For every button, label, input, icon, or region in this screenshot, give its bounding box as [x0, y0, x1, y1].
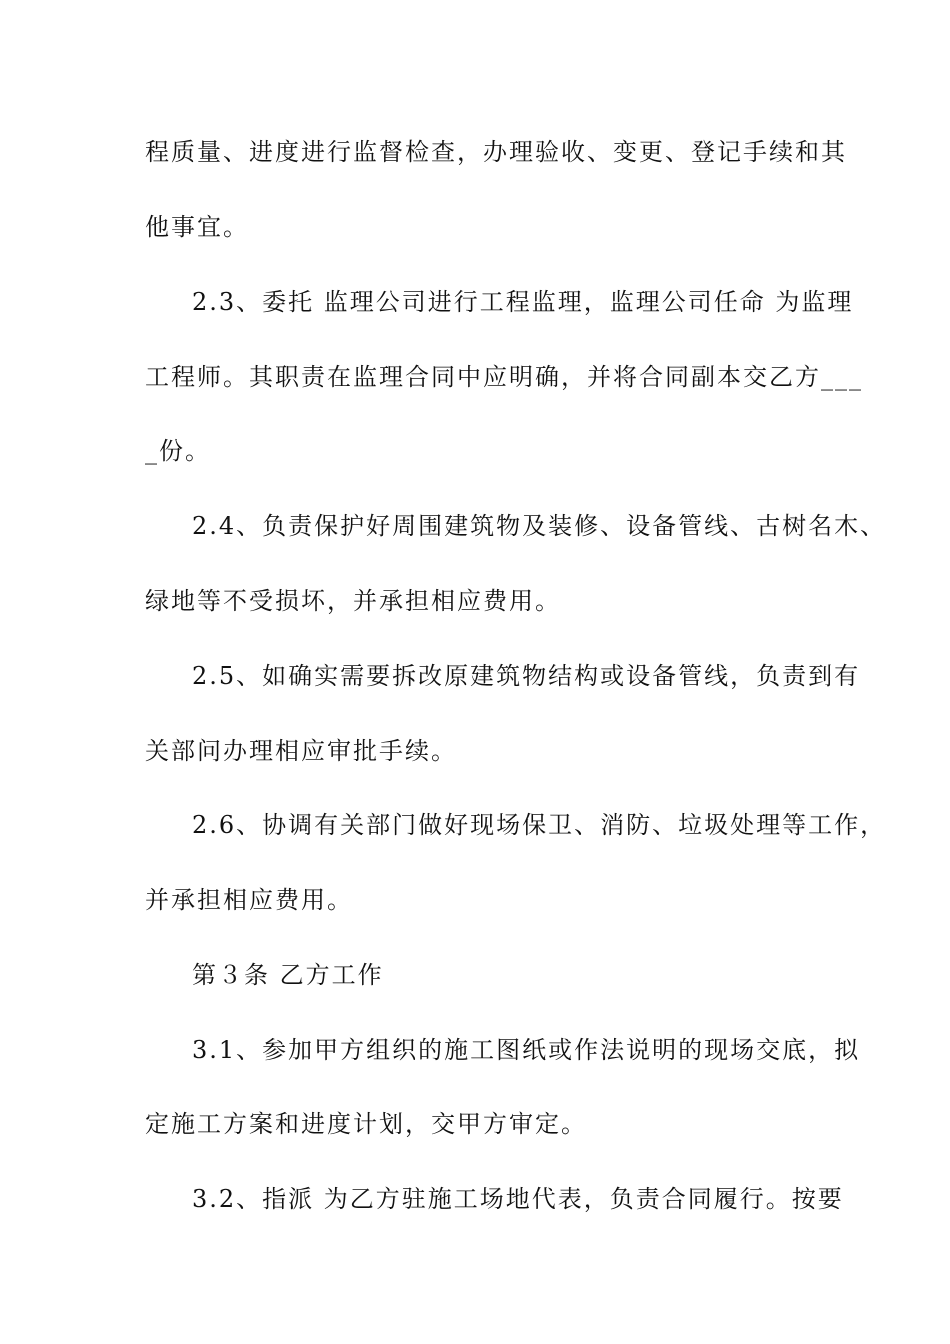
clause-2-5-line: 2.5、如确实需要拆改原建筑物结构或设备管线，负责到有: [192, 662, 861, 690]
paragraph-line: 绿地等不受损坏，并承担相应费用。: [145, 587, 561, 615]
clause-2-3-line: 2.3、委托 监理公司进行工程监理，监理公司任命 为监理: [192, 288, 854, 316]
clause-3-2-line: 3.2、指派 为乙方驻施工场地代表，负责合同履行。按要: [192, 1185, 844, 1213]
paragraph-line: _份。: [145, 437, 211, 465]
paragraph-line: 关部问办理相应审批手续。: [145, 737, 457, 765]
paragraph-line: 工程师。其职责在监理合同中应明确，并将合同副本交乙方___: [145, 363, 863, 391]
clause-2-4-line: 2.4、负责保护好周围建筑物及装修、设备管线、古树名木、: [192, 512, 887, 540]
section-heading: 第３条 乙方工作: [192, 961, 384, 989]
paragraph-line: 程质量、进度进行监督检查，办理验收、变更、登记手续和其: [145, 138, 847, 166]
clause-3-1-line: 3.1、参加甲方组织的施工图纸或作法说明的现场交底，拟: [192, 1036, 861, 1064]
paragraph-line: 定施工方案和进度计划，交甲方审定。: [145, 1110, 587, 1138]
clause-2-6-line: 2.6、协调有关部门做好现场保卫、消防、垃圾处理等工作，: [192, 811, 887, 839]
paragraph-line: 他事宜。: [145, 213, 249, 241]
paragraph-line: 并承担相应费用。: [145, 886, 353, 914]
